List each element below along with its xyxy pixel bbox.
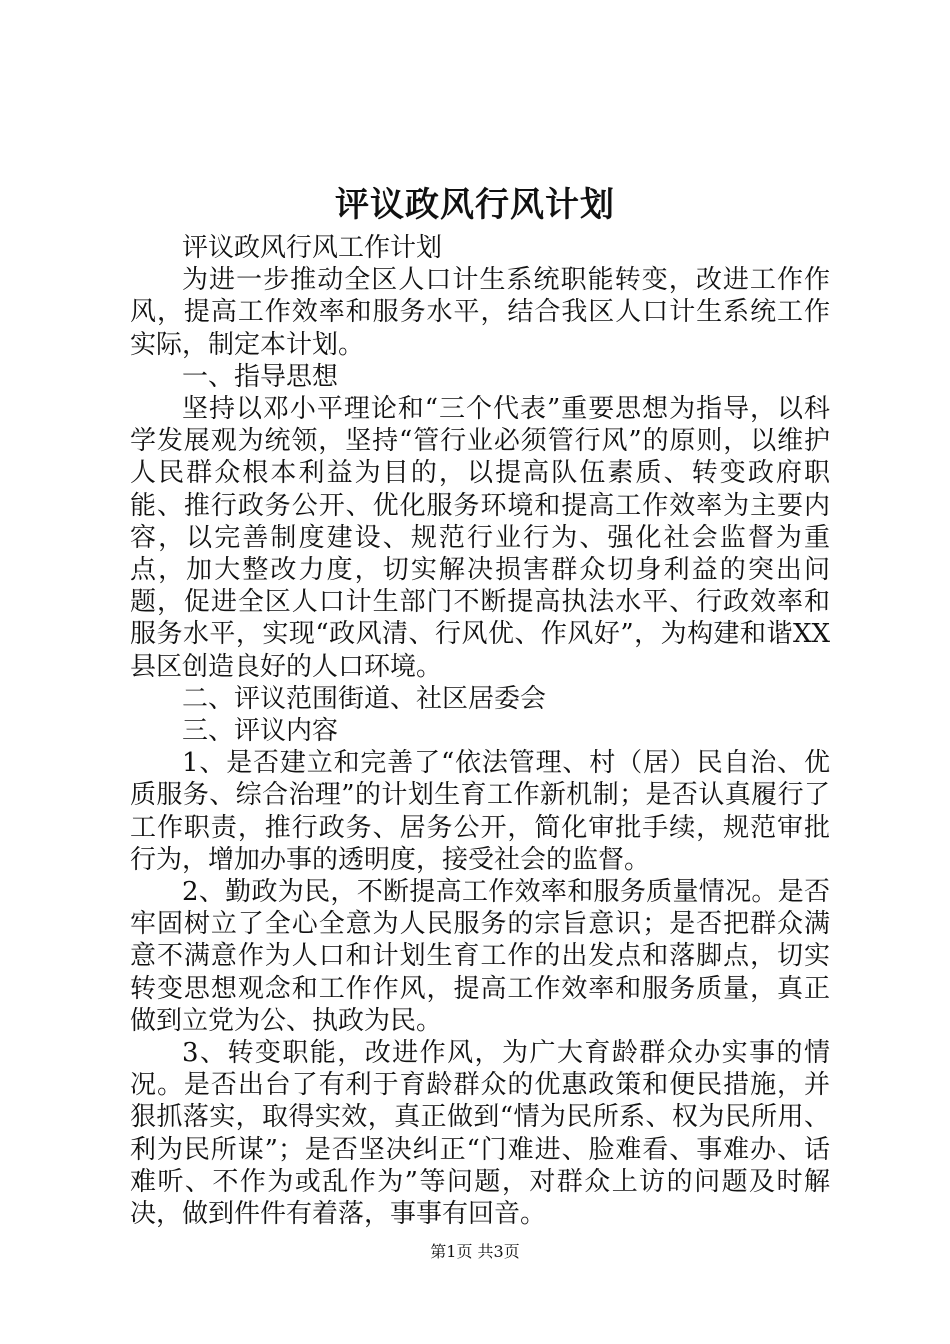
document-title: 评议政风行风计划 (335, 185, 615, 225)
page-footer: 第1页 共3页 (430, 1242, 520, 1261)
section-heading-scope: 二、评议范围街道、社区居委会 (182, 683, 547, 714)
document-body (130, 232, 830, 1230)
paragraph-intro: 为进一步推动全区人口计生系统职能转变，改进工作作风，提高工作效率和服务水平，结合我区人口计生系统工作实际，制定本计划。 (130, 265, 830, 360)
paragraph-guiding-ideology: 坚持以邓小平理论和“三个代表”重要思想为指导，以科学发展观为统领，坚持“管行业必须管行风”的原则，以维护人民群众根本利益为目的，以提高队伍素质、转变政府职能、推行政务公开、优化服务环境和提高工作效率为主要内容，以完善制度建设、规范行业行为、强化社会监督为重点，加大整改力度，切实解决损害群众切身利益的突出问题，促进全区人口计生部门不断提高执法水平、行政效率和服务水平，实现“政风清、行风优、作风好”，为构建和谐XX县区创造良好的人口环境。 (130, 394, 830, 682)
paragraph-subtitle: 评议政风行风工作计划 (182, 233, 443, 263)
section-heading-content: 三、评议内容 (182, 716, 339, 747)
paragraph-item-3: 3、转变职能，改进作风，为广大育龄群众办实事的情况。是否出台了有利于育龄群众的优惠政策和便民措施，并狠抓落实，取得实效，真正做到“情为民所系、权为民所用、利为民所谋”；是否坚决纠正“门难进、脸难看、事难办、话难听、不作为或乱作为”等问题，对群众上访的问题及时解决，做到件件有着落，事事有回音。 (130, 1038, 830, 1230)
paragraph-item-2: 2、勤政为民，不断提高工作效率和服务质量情况。是否牢固树立了全心全意为人民服务的宗旨意识；是否把群众满意不满意作为人口和计划生育工作的出发点和落脚点，切实转变思想观念和工作作风，提高工作效率和服务质量，真正做到立党为公、执政为民。 (130, 877, 830, 1036)
section-heading-guiding-ideology: 一、指导思想 (182, 361, 339, 392)
paragraph-item-1: 1、是否建立和完善了“依法管理、村（居）民自治、优质服务、综合治理”的计划生育工作新机制；是否认真履行了工作职责，推行政务、居务公开，简化审批手续，规范审批行为，增加办事的透明度，接受社会的监督。 (130, 748, 830, 875)
